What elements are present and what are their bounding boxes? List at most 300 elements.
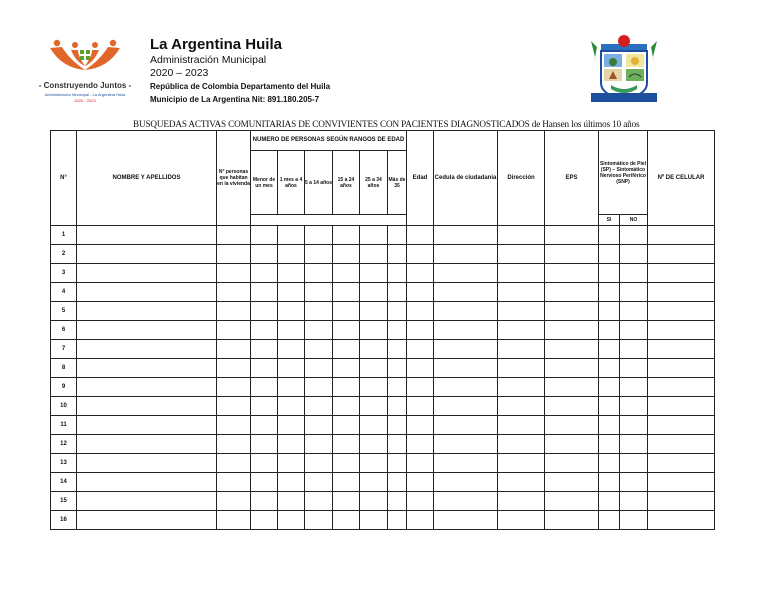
table-cell[interactable] (333, 283, 360, 302)
col-header-age-2: 5 a 14 años (305, 151, 333, 215)
table-cell[interactable] (498, 226, 545, 245)
table-cell[interactable] (545, 340, 599, 359)
table-cell[interactable] (599, 245, 620, 264)
table-cell[interactable] (434, 397, 498, 416)
table-cell[interactable] (388, 340, 407, 359)
table-cell[interactable] (648, 359, 715, 378)
table-cell[interactable] (217, 511, 251, 530)
table-cell[interactable] (305, 397, 333, 416)
table-cell[interactable] (217, 264, 251, 283)
table-cell[interactable] (434, 378, 498, 397)
form-title: BUSQUEDAS ACTIVAS COMUNITARIAS DE CONVIVIENTES CON PACIENTES DIAGNOSTICADOS de Hansen los últimos 10 años (133, 119, 640, 129)
table-cell[interactable] (388, 397, 407, 416)
table-cell[interactable] (545, 511, 599, 530)
table-cell[interactable] (333, 264, 360, 283)
table-cell[interactable] (77, 264, 217, 283)
table-cell[interactable] (77, 416, 217, 435)
table-cell[interactable] (434, 264, 498, 283)
table-cell[interactable] (360, 473, 388, 492)
table-cell[interactable] (620, 302, 648, 321)
table-cell[interactable] (434, 321, 498, 340)
table-cell[interactable] (407, 359, 434, 378)
table-cell[interactable] (545, 473, 599, 492)
table-cell[interactable] (217, 302, 251, 321)
table-cell[interactable] (305, 473, 333, 492)
col-header-age-3: 15 a 24 años (333, 151, 360, 215)
table-cell[interactable] (77, 397, 217, 416)
row-number: 4 (51, 283, 77, 302)
table-cell[interactable] (599, 321, 620, 340)
period-line: 2020 – 2023 (150, 67, 209, 79)
table-cell[interactable] (498, 378, 545, 397)
table-cell[interactable] (278, 454, 305, 473)
table-cell[interactable] (407, 378, 434, 397)
table-cell[interactable] (217, 473, 251, 492)
table-cell[interactable] (599, 435, 620, 454)
table-cell[interactable] (388, 454, 407, 473)
table-cell[interactable] (388, 378, 407, 397)
table-cell[interactable] (251, 378, 278, 397)
table-cell[interactable] (360, 511, 388, 530)
table-cell[interactable] (648, 264, 715, 283)
table-cell[interactable] (599, 397, 620, 416)
table-cell[interactable] (360, 435, 388, 454)
row-number: 7 (51, 340, 77, 359)
col-header-edad: Edad (407, 131, 434, 226)
table-cell[interactable] (278, 302, 305, 321)
table-cell[interactable] (388, 302, 407, 321)
table-cell[interactable] (407, 397, 434, 416)
table-cell[interactable] (305, 435, 333, 454)
table-cell[interactable] (305, 359, 333, 378)
table-cell[interactable] (648, 492, 715, 511)
table-cell[interactable] (77, 359, 217, 378)
administration-line: Administración Municipal (150, 54, 267, 66)
table-cell[interactable] (388, 473, 407, 492)
age-header-spacer (251, 215, 407, 226)
table-cell[interactable] (251, 435, 278, 454)
table-cell[interactable] (599, 302, 620, 321)
col-header-eps: EPS (545, 131, 599, 226)
table-row (51, 416, 715, 435)
table-cell[interactable] (217, 397, 251, 416)
col-header-persons: N° personas que habitan en la vivienda (217, 131, 251, 226)
table-cell[interactable] (251, 283, 278, 302)
table-cell[interactable] (434, 340, 498, 359)
table-cell[interactable] (407, 283, 434, 302)
table-cell[interactable] (599, 473, 620, 492)
table-cell[interactable] (620, 511, 648, 530)
row-number: 10 (51, 397, 77, 416)
table-cell[interactable] (498, 416, 545, 435)
table-cell[interactable] (599, 454, 620, 473)
table-cell[interactable] (545, 321, 599, 340)
table-row (51, 492, 715, 511)
table-row (51, 340, 715, 359)
table-cell[interactable] (305, 226, 333, 245)
table-cell[interactable] (360, 321, 388, 340)
row-number: 11 (51, 416, 77, 435)
table-cell[interactable] (333, 302, 360, 321)
table-cell[interactable] (407, 302, 434, 321)
table-cell[interactable] (407, 416, 434, 435)
table-cell[interactable] (498, 397, 545, 416)
table-cell[interactable] (333, 397, 360, 416)
table-cell[interactable] (545, 226, 599, 245)
table-cell[interactable] (599, 359, 620, 378)
table-cell[interactable] (545, 397, 599, 416)
table-cell[interactable] (251, 245, 278, 264)
table-cell[interactable] (388, 435, 407, 454)
col-header-age-0: Menor de un mes (251, 151, 278, 215)
table-cell[interactable] (407, 511, 434, 530)
table-row (51, 321, 715, 340)
table-cell[interactable] (434, 435, 498, 454)
table-cell[interactable] (599, 511, 620, 530)
table-row (51, 359, 715, 378)
table-cell[interactable] (333, 226, 360, 245)
table-cell[interactable] (305, 511, 333, 530)
table-cell[interactable] (77, 435, 217, 454)
table-row (51, 511, 715, 530)
table-cell[interactable] (217, 321, 251, 340)
table-cell[interactable] (434, 454, 498, 473)
table-cell[interactable] (434, 473, 498, 492)
table-cell[interactable] (251, 492, 278, 511)
table-cell[interactable] (407, 245, 434, 264)
col-header-no: N° (51, 131, 77, 226)
table-cell[interactable] (388, 321, 407, 340)
table-cell[interactable] (251, 340, 278, 359)
table-cell[interactable] (217, 359, 251, 378)
table-cell[interactable] (498, 492, 545, 511)
table-cell[interactable] (620, 397, 648, 416)
table-cell[interactable] (251, 321, 278, 340)
table-cell[interactable] (498, 340, 545, 359)
table-row (51, 473, 715, 492)
table-cell[interactable] (599, 378, 620, 397)
table-cell[interactable] (360, 359, 388, 378)
table-cell[interactable] (333, 492, 360, 511)
table-cell[interactable] (360, 245, 388, 264)
table-cell[interactable] (498, 321, 545, 340)
table-cell[interactable] (278, 359, 305, 378)
contacts-table (50, 130, 715, 530)
table-cell[interactable] (407, 264, 434, 283)
table-cell[interactable] (648, 226, 715, 245)
table-cell[interactable] (545, 435, 599, 454)
table-cell[interactable] (77, 283, 217, 302)
table-cell[interactable] (333, 321, 360, 340)
table-cell[interactable] (305, 245, 333, 264)
table-row (51, 302, 715, 321)
row-number: 8 (51, 359, 77, 378)
col-header-age-5: Más de 35 (388, 151, 407, 215)
row-number: 9 (51, 378, 77, 397)
people-icon (48, 38, 122, 80)
table-cell[interactable] (620, 340, 648, 359)
table-cell[interactable] (388, 283, 407, 302)
table-cell[interactable] (278, 340, 305, 359)
table-cell[interactable] (360, 264, 388, 283)
table-cell[interactable] (360, 397, 388, 416)
table-cell[interactable] (77, 302, 217, 321)
table-cell[interactable] (545, 416, 599, 435)
table-cell[interactable] (77, 340, 217, 359)
table-cell[interactable] (251, 302, 278, 321)
table-cell[interactable] (599, 264, 620, 283)
table-cell[interactable] (498, 283, 545, 302)
table-cell[interactable] (545, 492, 599, 511)
table-cell[interactable] (407, 321, 434, 340)
row-number: 5 (51, 302, 77, 321)
table-cell[interactable] (599, 416, 620, 435)
table-cell[interactable] (407, 435, 434, 454)
table-cell[interactable] (251, 416, 278, 435)
table-cell[interactable] (407, 492, 434, 511)
table-cell[interactable] (217, 378, 251, 397)
table-cell[interactable] (333, 245, 360, 264)
table-cell[interactable] (217, 492, 251, 511)
table-cell[interactable] (217, 245, 251, 264)
table-cell[interactable] (77, 492, 217, 511)
table-cell[interactable] (278, 435, 305, 454)
row-number: 1 (51, 226, 77, 245)
table-cell[interactable] (251, 264, 278, 283)
col-header-sintomatico: Sintomático de Piel (SP) – Sintomático Nervioso Periférico (SNP) (599, 131, 648, 215)
table-cell[interactable] (434, 283, 498, 302)
col-header-celular: Nº DE CELULAR (648, 131, 715, 226)
table-cell[interactable] (360, 378, 388, 397)
row-number: 12 (51, 435, 77, 454)
table-cell[interactable] (278, 492, 305, 511)
table-cell[interactable] (434, 416, 498, 435)
table-cell[interactable] (388, 359, 407, 378)
table-cell[interactable] (620, 492, 648, 511)
table-cell[interactable] (278, 378, 305, 397)
table-row (51, 435, 715, 454)
table-cell[interactable] (648, 416, 715, 435)
table-cell[interactable] (305, 321, 333, 340)
table-cell[interactable] (251, 226, 278, 245)
municipality-title: La Argentina Huila (150, 36, 282, 53)
table-cell[interactable] (278, 321, 305, 340)
table-cell[interactable] (620, 454, 648, 473)
col-header-age-4: 25 a 34 años (360, 151, 388, 215)
table-cell[interactable] (620, 473, 648, 492)
table-cell[interactable] (333, 378, 360, 397)
table-cell[interactable] (407, 340, 434, 359)
table-cell[interactable] (599, 492, 620, 511)
table-cell[interactable] (278, 397, 305, 416)
table-cell[interactable] (545, 264, 599, 283)
col-header-direccion: Dirección (498, 131, 545, 226)
table-row (51, 264, 715, 283)
table-cell[interactable] (498, 435, 545, 454)
table-cell[interactable] (305, 302, 333, 321)
table-cell[interactable] (599, 340, 620, 359)
table-cell[interactable] (648, 245, 715, 264)
table-cell[interactable] (77, 473, 217, 492)
table-cell[interactable] (388, 264, 407, 283)
municipal-logo (34, 38, 136, 108)
table-cell[interactable] (305, 264, 333, 283)
table-cell[interactable] (388, 416, 407, 435)
nit-line: Municipio de La Argentina Nit: 891.180.205-7 (150, 95, 320, 104)
table-cell[interactable] (648, 435, 715, 454)
row-number: 13 (51, 454, 77, 473)
table-cell[interactable] (498, 245, 545, 264)
table-cell[interactable] (620, 359, 648, 378)
table-cell[interactable] (388, 226, 407, 245)
table-cell[interactable] (251, 397, 278, 416)
table-cell[interactable] (305, 378, 333, 397)
table-cell[interactable] (545, 302, 599, 321)
table-cell[interactable] (434, 226, 498, 245)
row-number: 6 (51, 321, 77, 340)
table-cell[interactable] (620, 435, 648, 454)
table-cell[interactable] (305, 492, 333, 511)
table-cell[interactable] (217, 283, 251, 302)
table-cell[interactable] (77, 511, 217, 530)
table-cell[interactable] (360, 416, 388, 435)
table-cell[interactable] (278, 245, 305, 264)
table-cell[interactable] (648, 283, 715, 302)
table-cell[interactable] (77, 378, 217, 397)
table-cell[interactable] (620, 264, 648, 283)
table-row (51, 397, 715, 416)
table-cell[interactable] (217, 454, 251, 473)
table-cell[interactable] (434, 302, 498, 321)
logo-years: 2020 - 2023 (74, 98, 96, 103)
table-cell[interactable] (434, 511, 498, 530)
table-cell[interactable] (498, 473, 545, 492)
table-cell[interactable] (620, 378, 648, 397)
table-cell[interactable] (545, 454, 599, 473)
coat-of-arms-icon (587, 33, 661, 105)
table-cell[interactable] (648, 321, 715, 340)
table-row (51, 378, 715, 397)
table-cell[interactable] (278, 264, 305, 283)
table-cell[interactable] (434, 245, 498, 264)
table-cell[interactable] (217, 226, 251, 245)
table-cell[interactable] (498, 454, 545, 473)
table-cell[interactable] (333, 511, 360, 530)
table-cell[interactable] (278, 226, 305, 245)
table-cell[interactable] (545, 359, 599, 378)
col-header-name: NOMBRE Y APELLIDOS (77, 131, 217, 226)
table-cell[interactable] (77, 321, 217, 340)
table-cell[interactable] (648, 473, 715, 492)
table-cell[interactable] (545, 283, 599, 302)
table-cell[interactable] (77, 245, 217, 264)
row-number: 16 (51, 511, 77, 530)
table-cell[interactable] (648, 397, 715, 416)
logo-slogan: - Construyendo Juntos - (38, 81, 132, 90)
table-cell[interactable] (498, 359, 545, 378)
logo-subtitle: Administración Municipal - La Argentina Huila (44, 92, 126, 97)
table-cell[interactable] (333, 454, 360, 473)
table-cell[interactable] (278, 511, 305, 530)
row-number: 3 (51, 264, 77, 283)
table-cell[interactable] (599, 226, 620, 245)
table-cell[interactable] (407, 454, 434, 473)
table-cell[interactable] (333, 359, 360, 378)
table-cell[interactable] (407, 473, 434, 492)
table-cell[interactable] (278, 473, 305, 492)
table-cell[interactable] (305, 283, 333, 302)
table-cell[interactable] (498, 264, 545, 283)
table-cell[interactable] (251, 359, 278, 378)
table-cell[interactable] (648, 454, 715, 473)
col-header-age-group: NUMERO DE PERSONAS SEGÚN RANGOS DE EDAD (251, 131, 407, 151)
table-cell[interactable] (360, 302, 388, 321)
table-cell[interactable] (407, 226, 434, 245)
table-cell[interactable] (388, 492, 407, 511)
table-cell[interactable] (305, 454, 333, 473)
table-cell[interactable] (251, 454, 278, 473)
table-cell[interactable] (498, 302, 545, 321)
table-cell[interactable] (545, 245, 599, 264)
table-cell[interactable] (333, 473, 360, 492)
table-cell[interactable] (360, 283, 388, 302)
table-cell[interactable] (217, 416, 251, 435)
table-cell[interactable] (305, 340, 333, 359)
table-cell[interactable] (648, 378, 715, 397)
table-cell[interactable] (620, 226, 648, 245)
table-cell[interactable] (305, 416, 333, 435)
row-number: 2 (51, 245, 77, 264)
table-cell[interactable] (278, 283, 305, 302)
table-row (51, 226, 715, 245)
table-cell[interactable] (648, 340, 715, 359)
table-cell[interactable] (620, 321, 648, 340)
table-cell[interactable] (599, 283, 620, 302)
row-number: 14 (51, 473, 77, 492)
col-header-cedula: Cedula de ciudadania (434, 131, 498, 226)
letterhead (150, 36, 330, 106)
table-cell[interactable] (434, 359, 498, 378)
table-cell[interactable] (217, 435, 251, 454)
table-cell[interactable] (388, 245, 407, 264)
table-cell[interactable] (217, 340, 251, 359)
table-cell[interactable] (278, 416, 305, 435)
table-cell[interactable] (434, 492, 498, 511)
table-cell[interactable] (251, 511, 278, 530)
table-cell[interactable] (360, 340, 388, 359)
table-cell[interactable] (620, 283, 648, 302)
table-cell[interactable] (648, 511, 715, 530)
table-cell[interactable] (360, 492, 388, 511)
table-cell[interactable] (333, 435, 360, 454)
table-cell[interactable] (333, 416, 360, 435)
table-cell[interactable] (333, 340, 360, 359)
table-cell[interactable] (620, 245, 648, 264)
table-row (51, 245, 715, 264)
table-cell[interactable] (251, 473, 278, 492)
table-cell[interactable] (360, 226, 388, 245)
table-row (51, 283, 715, 302)
table-cell[interactable] (77, 454, 217, 473)
table-cell[interactable] (620, 416, 648, 435)
col-header-age-1: 1 mes a 4 años (278, 151, 305, 215)
table-cell[interactable] (360, 454, 388, 473)
table-cell[interactable] (498, 511, 545, 530)
table-cell[interactable] (545, 378, 599, 397)
table-cell[interactable] (77, 226, 217, 245)
table-cell[interactable] (388, 511, 407, 530)
table-cell[interactable] (648, 302, 715, 321)
